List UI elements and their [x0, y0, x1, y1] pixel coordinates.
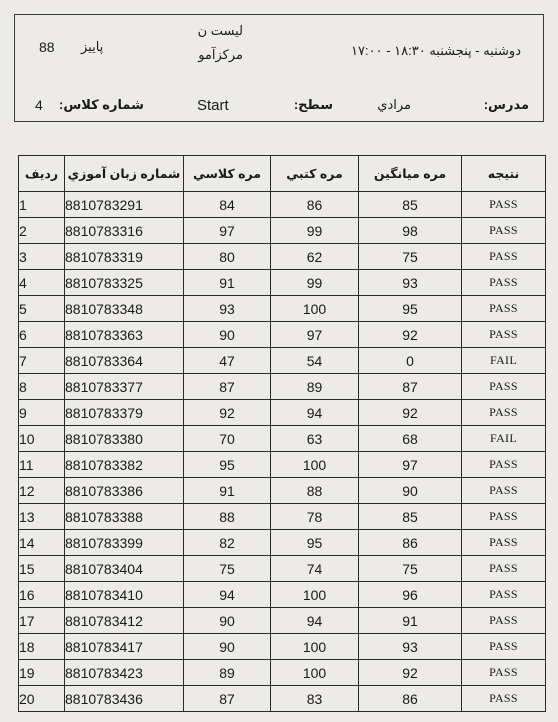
- average-score-cell: 95: [359, 296, 462, 322]
- row-number-cell: 15: [19, 556, 65, 582]
- row-number-cell: 2: [19, 218, 65, 244]
- class-number-label: شماره کلاس:: [59, 97, 144, 112]
- col-header-row-number: ردیف: [19, 156, 65, 192]
- row-number-cell: 4: [19, 270, 65, 296]
- student-id-cell: 8810783319: [65, 244, 184, 270]
- row-number-cell: 12: [19, 478, 65, 504]
- class-score-cell: 90: [184, 608, 271, 634]
- average-score-cell: 0: [359, 348, 462, 374]
- average-score-cell: 96: [359, 582, 462, 608]
- average-score-cell: 90: [359, 478, 462, 504]
- written-score-cell: 89: [271, 374, 359, 400]
- row-number-cell: 7: [19, 348, 65, 374]
- class-score-cell: 91: [184, 270, 271, 296]
- row-number-cell: 11: [19, 452, 65, 478]
- student-id-cell: 8810783386: [65, 478, 184, 504]
- table-row: [19, 452, 546, 478]
- result-cell: PASS: [462, 244, 546, 270]
- average-score-cell: 75: [359, 556, 462, 582]
- class-score-cell: 95: [184, 452, 271, 478]
- written-score-cell: 100: [271, 452, 359, 478]
- result-cell: PASS: [462, 400, 546, 426]
- table-row: [19, 556, 546, 582]
- class-score-cell: 80: [184, 244, 271, 270]
- col-header-student-id: شماره زبان آموزي: [65, 156, 184, 192]
- result-cell: PASS: [462, 634, 546, 660]
- class-score-cell: 87: [184, 686, 271, 712]
- row-number-cell: 17: [19, 608, 65, 634]
- table-row: [19, 192, 546, 218]
- written-score-cell: 97: [271, 322, 359, 348]
- result-cell: PASS: [462, 296, 546, 322]
- written-score-cell: 94: [271, 608, 359, 634]
- average-score-cell: 93: [359, 634, 462, 660]
- written-score-cell: 100: [271, 296, 359, 322]
- result-cell: FAIL: [462, 426, 546, 452]
- row-number-cell: 6: [19, 322, 65, 348]
- average-score-cell: 86: [359, 530, 462, 556]
- result-cell: PASS: [462, 530, 546, 556]
- table-row: [19, 218, 546, 244]
- term-name: پاییز: [81, 39, 104, 54]
- result-cell: PASS: [462, 660, 546, 686]
- written-score-cell: 86: [271, 192, 359, 218]
- student-id-cell: 8810783417: [65, 634, 184, 660]
- grades-table: [18, 155, 546, 712]
- row-number-cell: 13: [19, 504, 65, 530]
- result-cell: PASS: [462, 556, 546, 582]
- written-score-cell: 99: [271, 218, 359, 244]
- class-score-cell: 47: [184, 348, 271, 374]
- table-body: [19, 192, 546, 712]
- table-row: [19, 478, 546, 504]
- result-cell: PASS: [462, 452, 546, 478]
- student-id-cell: 8810783399: [65, 530, 184, 556]
- table-header-row: [19, 156, 546, 192]
- row-number-cell: 20: [19, 686, 65, 712]
- average-score-cell: 93: [359, 270, 462, 296]
- average-score-cell: 98: [359, 218, 462, 244]
- student-id-cell: 8810783388: [65, 504, 184, 530]
- average-score-cell: 86: [359, 686, 462, 712]
- student-id-cell: 8810783291: [65, 192, 184, 218]
- center-name: مرکزآمو: [198, 47, 243, 62]
- average-score-cell: 85: [359, 504, 462, 530]
- row-number-cell: 8: [19, 374, 65, 400]
- average-score-cell: 75: [359, 244, 462, 270]
- header-box: [14, 14, 544, 122]
- written-score-cell: 95: [271, 530, 359, 556]
- student-id-cell: 8810783364: [65, 348, 184, 374]
- row-number-cell: 14: [19, 530, 65, 556]
- written-score-cell: 94: [271, 400, 359, 426]
- level-label: سطح:: [293, 97, 333, 112]
- row-number-cell: 16: [19, 582, 65, 608]
- result-cell: PASS: [462, 218, 546, 244]
- written-score-cell: 63: [271, 426, 359, 452]
- table-row: [19, 374, 546, 400]
- average-score-cell: 92: [359, 400, 462, 426]
- table-row: [19, 608, 546, 634]
- written-score-cell: 78: [271, 504, 359, 530]
- table-row: [19, 634, 546, 660]
- class-score-cell: 87: [184, 374, 271, 400]
- class-score-cell: 82: [184, 530, 271, 556]
- table-row: [19, 686, 546, 712]
- class-score-cell: 88: [184, 504, 271, 530]
- schedule-text: دوشنبه - پنجشنبه ۱۸:۳۰ - ۱۷:۰۰: [351, 43, 521, 58]
- result-cell: PASS: [462, 686, 546, 712]
- student-id-cell: 8810783404: [65, 556, 184, 582]
- result-cell: PASS: [462, 582, 546, 608]
- table-row: [19, 400, 546, 426]
- result-cell: PASS: [462, 608, 546, 634]
- row-number-cell: 10: [19, 426, 65, 452]
- student-id-cell: 8810783379: [65, 400, 184, 426]
- result-cell: PASS: [462, 504, 546, 530]
- row-number-cell: 1: [19, 192, 65, 218]
- student-id-cell: 8810783423: [65, 660, 184, 686]
- written-score-cell: 100: [271, 660, 359, 686]
- written-score-cell: 83: [271, 686, 359, 712]
- written-score-cell: 100: [271, 582, 359, 608]
- class-score-cell: 75: [184, 556, 271, 582]
- average-score-cell: 92: [359, 660, 462, 686]
- average-score-cell: 91: [359, 608, 462, 634]
- class-score-cell: 70: [184, 426, 271, 452]
- average-score-cell: 68: [359, 426, 462, 452]
- code-number: 88: [39, 39, 55, 55]
- result-cell: PASS: [462, 322, 546, 348]
- class-score-cell: 91: [184, 478, 271, 504]
- student-id-cell: 8810783348: [65, 296, 184, 322]
- student-id-cell: 8810783410: [65, 582, 184, 608]
- table-row: [19, 296, 546, 322]
- row-number-cell: 19: [19, 660, 65, 686]
- class-number-value: 4: [35, 97, 43, 113]
- class-score-cell: 90: [184, 322, 271, 348]
- teacher-label: مدرس:: [483, 97, 529, 112]
- student-id-cell: 8810783325: [65, 270, 184, 296]
- col-header-result: نتیجه: [462, 156, 546, 192]
- student-id-cell: 8810783380: [65, 426, 184, 452]
- student-id-cell: 8810783377: [65, 374, 184, 400]
- student-id-cell: 8810783316: [65, 218, 184, 244]
- student-id-cell: 8810783382: [65, 452, 184, 478]
- result-cell: PASS: [462, 478, 546, 504]
- row-number-cell: 18: [19, 634, 65, 660]
- class-score-cell: 92: [184, 400, 271, 426]
- student-id-cell: 8810783412: [65, 608, 184, 634]
- row-number-cell: 5: [19, 296, 65, 322]
- result-cell: PASS: [462, 374, 546, 400]
- row-number-cell: 3: [19, 244, 65, 270]
- written-score-cell: 100: [271, 634, 359, 660]
- table-row: [19, 270, 546, 296]
- written-score-cell: 99: [271, 270, 359, 296]
- table-row: [19, 504, 546, 530]
- table-row: [19, 244, 546, 270]
- student-id-cell: 8810783436: [65, 686, 184, 712]
- average-score-cell: 97: [359, 452, 462, 478]
- class-score-cell: 89: [184, 660, 271, 686]
- result-cell: FAIL: [462, 348, 546, 374]
- written-score-cell: 88: [271, 478, 359, 504]
- student-id-cell: 8810783363: [65, 322, 184, 348]
- written-score-cell: 62: [271, 244, 359, 270]
- average-score-cell: 92: [359, 322, 462, 348]
- col-header-class-score: مره كلاسي: [184, 156, 271, 192]
- class-score-cell: 93: [184, 296, 271, 322]
- teacher-name: مرادي: [377, 97, 411, 112]
- table-row: [19, 426, 546, 452]
- list-title: لیست ن: [197, 23, 243, 38]
- level-value: Start: [197, 97, 229, 114]
- table-row: [19, 530, 546, 556]
- table-row: [19, 660, 546, 686]
- col-header-average: مره میانگین: [359, 156, 462, 192]
- result-cell: PASS: [462, 192, 546, 218]
- written-score-cell: 74: [271, 556, 359, 582]
- row-number-cell: 9: [19, 400, 65, 426]
- class-score-cell: 94: [184, 582, 271, 608]
- class-score-cell: 97: [184, 218, 271, 244]
- table-row: [19, 582, 546, 608]
- table-row: [19, 348, 546, 374]
- class-score-cell: 90: [184, 634, 271, 660]
- result-cell: PASS: [462, 270, 546, 296]
- average-score-cell: 87: [359, 374, 462, 400]
- col-header-written-score: مره كتبي: [271, 156, 359, 192]
- class-score-cell: 84: [184, 192, 271, 218]
- average-score-cell: 85: [359, 192, 462, 218]
- table-row: [19, 322, 546, 348]
- written-score-cell: 54: [271, 348, 359, 374]
